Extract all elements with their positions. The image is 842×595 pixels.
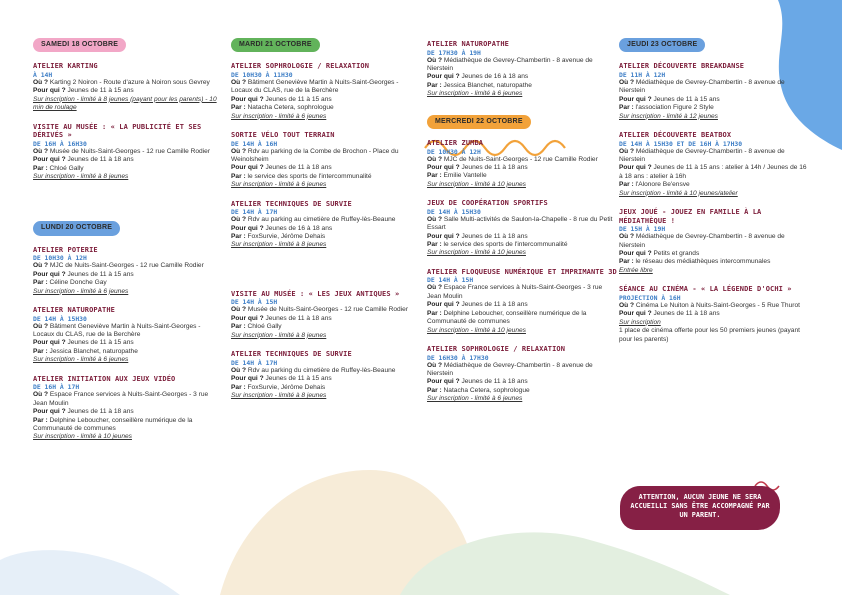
detail-key: Pour qui ? bbox=[33, 87, 66, 95]
event-detail-line bbox=[231, 104, 421, 112]
event-detail-line bbox=[427, 156, 617, 164]
event-detail-line bbox=[33, 156, 223, 164]
detail-value: 1 place de cinéma offerte pour les 50 premiers jeunes (payant pour les parents) bbox=[619, 327, 800, 343]
detail-key: Pour qui ? bbox=[427, 232, 460, 240]
detail-value: Rdv au parking de la Combe de Brochon - Place du Weinolsheim bbox=[231, 147, 399, 164]
detail-value: Médiathèque de Gevrey-Chambertin - 8 avenue de Nierstein bbox=[619, 147, 785, 164]
event-title: ATELIER ZUMBA bbox=[427, 139, 484, 148]
detail-value: Jeunes de 11 à 15 ans bbox=[265, 95, 332, 103]
detail-value[interactable]: Sur inscription - limité à 12 jeunes bbox=[619, 112, 718, 120]
detail-key: Où ? bbox=[427, 155, 443, 163]
event-detail-line bbox=[231, 233, 421, 241]
detail-key: Par : bbox=[231, 383, 246, 391]
detail-value: Chloé Gally bbox=[49, 164, 84, 172]
detail-value[interactable]: Sur inscription - limité à 8 jeunes bbox=[231, 241, 327, 249]
event-title: JEUX JOUÉ - JOUEZ EN FAMILLE À LA MÉDIATHÈQUE ! bbox=[619, 208, 762, 225]
event-time: DE 11H À 12H bbox=[619, 71, 666, 79]
pale-blue-blob-shape bbox=[0, 550, 180, 595]
detail-value[interactable]: Sur inscription bbox=[619, 318, 661, 326]
detail-key: Pour qui ? bbox=[33, 156, 66, 164]
detail-value[interactable]: Sur inscription - limité à 8 jeunes bbox=[231, 331, 327, 339]
detail-value: FoxSurvie, Jérôme Dehais bbox=[247, 233, 326, 241]
registration-note bbox=[231, 392, 421, 400]
detail-key: Pour qui ? bbox=[231, 314, 264, 322]
event-detail-line bbox=[231, 306, 421, 314]
event-title: SORTIE VÉLO TOUT TERRAIN bbox=[231, 131, 335, 140]
detail-value: Natacha Cetera, sophrologue bbox=[443, 386, 530, 394]
event-detail-line bbox=[33, 279, 223, 287]
registration-note bbox=[427, 181, 617, 189]
event-block bbox=[427, 199, 617, 258]
event-detail-line bbox=[427, 301, 617, 309]
event-detail-line bbox=[619, 148, 809, 165]
event-detail-line bbox=[427, 387, 617, 395]
event-detail-line bbox=[33, 323, 223, 340]
detail-value: Petits et grands bbox=[653, 250, 700, 258]
detail-key: Pour qui ? bbox=[427, 378, 460, 386]
detail-value[interactable]: Sur inscription - limité à 6 jeunes bbox=[231, 181, 327, 189]
event-title: ATELIER INITIATION AUX JEUX VIDÉO bbox=[33, 374, 176, 383]
detail-key: Où ? bbox=[427, 215, 443, 223]
detail-value: Médiathèque de Gevrey-Chambertin - 8 avenue de Nierstein bbox=[619, 233, 785, 249]
detail-value[interactable]: Sur inscription - limité à 10 jeunes/atelier bbox=[619, 189, 738, 197]
event-time: DE 14H À 17H bbox=[231, 208, 278, 217]
registration-note bbox=[231, 332, 421, 340]
event-time: DE 14H À 16H bbox=[231, 139, 278, 148]
event-detail-line bbox=[231, 225, 421, 233]
detail-value[interactable]: Sur inscription - limité à 6 jeunes bbox=[427, 90, 523, 98]
detail-key: Où ? bbox=[619, 233, 635, 241]
detail-value: l'Alonore Be'ensve bbox=[635, 181, 690, 189]
detail-key: Où ? bbox=[619, 147, 635, 155]
event-group bbox=[231, 62, 421, 400]
event-block bbox=[619, 62, 809, 121]
event-group bbox=[427, 40, 617, 99]
event-detail-line bbox=[427, 164, 617, 172]
warning-banner: ATTENTION, AUCUN JEUNE NE SERA ACCUEILLI SANS ÊTRE ACCOMPAGNÉ PAR UN PARENT. bbox=[620, 486, 780, 530]
column-1 bbox=[33, 38, 223, 442]
event-block bbox=[231, 62, 421, 121]
detail-value: Jeunes de 11 à 18 ans bbox=[653, 310, 720, 318]
event-detail-line bbox=[231, 148, 421, 165]
detail-value: l'association Figure 2 Style bbox=[635, 104, 714, 112]
detail-key: Pour qui ? bbox=[231, 375, 264, 383]
event-title: ATELIER DÉCOUVERTE BREAKDANSE bbox=[619, 62, 745, 71]
detail-key: Pour qui ? bbox=[33, 339, 66, 347]
event-time: DE 14H À 15H bbox=[427, 276, 474, 285]
event-detail-line bbox=[33, 262, 223, 270]
event-block bbox=[33, 246, 223, 296]
event-detail-line bbox=[231, 384, 421, 392]
registration-note bbox=[619, 190, 809, 198]
detail-key: Où ? bbox=[33, 262, 49, 270]
event-block bbox=[231, 131, 421, 190]
detail-key: Par : bbox=[427, 81, 442, 89]
event-detail-line bbox=[427, 233, 617, 241]
event-detail-line bbox=[33, 339, 223, 347]
event-title: ATELIER NATUROPATHE bbox=[427, 40, 509, 48]
detail-key: Pour qui ? bbox=[33, 408, 66, 416]
registration-note bbox=[33, 433, 223, 441]
event-detail-line bbox=[427, 378, 617, 386]
day-header-wednesday: MERCREDI 22 OCTOBRE bbox=[427, 115, 531, 129]
detail-key: Par : bbox=[619, 181, 634, 189]
detail-value: Musée de Nuits-Saint-Georges - 12 rue Camille Rodier bbox=[49, 147, 211, 155]
event-detail-line bbox=[231, 79, 421, 96]
event-detail-line bbox=[33, 165, 223, 173]
event-detail-line bbox=[619, 96, 809, 104]
registration-note bbox=[427, 327, 617, 335]
event-detail-line bbox=[619, 250, 809, 258]
detail-key: Pour qui ? bbox=[427, 301, 460, 309]
detail-key: Pour qui ? bbox=[427, 164, 460, 172]
detail-key: Par : bbox=[33, 279, 48, 287]
event-block bbox=[33, 123, 223, 182]
event-detail-line bbox=[231, 367, 421, 375]
event-detail-line bbox=[231, 173, 421, 181]
event-detail-line bbox=[619, 327, 809, 344]
event-title: ATELIER POTERIE bbox=[33, 245, 98, 254]
detail-key: Pour qui ? bbox=[619, 95, 652, 103]
detail-key: Où ? bbox=[33, 391, 49, 399]
event-block bbox=[619, 208, 809, 275]
registration-note bbox=[427, 249, 617, 257]
detail-value: Jeunes de 16 à 18 ans bbox=[461, 73, 529, 81]
detail-value: Médiathèque de Gevrey-Chambertin - 8 avenue de Nierstein bbox=[619, 79, 785, 95]
detail-key: Par : bbox=[427, 386, 442, 394]
event-block bbox=[427, 345, 617, 404]
event-detail-line bbox=[427, 310, 617, 327]
event-detail-line bbox=[231, 315, 421, 323]
event-time: PROJECTION À 16H bbox=[619, 293, 681, 302]
detail-value: Jeunes de 11 à 15 ans bbox=[653, 95, 720, 103]
detail-value[interactable]: Sur inscription - limité à 6 jeunes bbox=[427, 395, 523, 403]
event-time: DE 10H30 À 12H bbox=[33, 254, 87, 263]
event-time: DE 14H À 17H bbox=[231, 358, 278, 367]
detail-value: Delphine Leboucher, conseillère numérique de la Communauté de communes bbox=[33, 416, 193, 432]
detail-key: Par : bbox=[427, 241, 442, 249]
detail-key: Où ? bbox=[33, 79, 49, 86]
detail-key: Pour qui ? bbox=[619, 310, 652, 318]
detail-value[interactable]: Sur inscription - limité à 10 jeunes bbox=[427, 249, 526, 257]
detail-value[interactable]: Sur inscription - limité à 8 jeunes (payant pour les parents) - 10 min de roulage bbox=[33, 95, 217, 112]
event-detail-line bbox=[619, 233, 809, 250]
column-2 bbox=[231, 38, 421, 400]
detail-key: Où ? bbox=[231, 79, 247, 86]
detail-value: Jeunes de 11 à 18 ans bbox=[67, 408, 134, 416]
detail-key: Où ? bbox=[427, 361, 443, 369]
detail-key: Par : bbox=[33, 164, 48, 172]
registration-note bbox=[427, 395, 617, 403]
day-header-saturday: SAMEDI 18 OCTOBRE bbox=[33, 38, 126, 52]
detail-key: Pour qui ? bbox=[33, 270, 66, 278]
event-detail-line bbox=[33, 87, 223, 95]
detail-value: Médiathèque de Gevrey-Chambertin - 8 avenue de Nierstein bbox=[427, 361, 593, 377]
event-title: ATELIER SOPHROLOGIE / RELAXATION bbox=[231, 62, 370, 71]
event-detail-line bbox=[619, 104, 809, 112]
detail-value: Espace France services à Nuits-Saint-Georges - 3 rue Jean Moulin bbox=[33, 391, 209, 407]
detail-value[interactable]: Sur inscription - limité à 10 jeunes bbox=[427, 180, 526, 188]
detail-value: MJC de Nuits-Saint-Georges - 12 rue Camille Rodier bbox=[49, 262, 204, 270]
event-time: À 14H bbox=[33, 71, 53, 79]
event-block bbox=[231, 290, 421, 340]
event-time: DE 14H À 15H30 bbox=[33, 314, 87, 323]
event-time: DE 17H30 À 19H bbox=[427, 48, 481, 57]
detail-value: Jeunes de 11 à 18 ans bbox=[461, 232, 528, 240]
event-title: VISITE AU MUSÉE : « LES JEUX ANTIQUES » bbox=[231, 289, 400, 298]
event-time: DE 16H À 16H30 bbox=[33, 139, 87, 148]
detail-value[interactable]: Entrée libre bbox=[619, 266, 653, 274]
registration-note bbox=[619, 319, 809, 327]
detail-key: Par : bbox=[231, 104, 246, 112]
detail-value: Jeunes de 11 à 18 ans bbox=[265, 314, 332, 322]
registration-note bbox=[231, 241, 421, 249]
registration-note bbox=[619, 267, 809, 275]
event-block bbox=[619, 285, 809, 344]
detail-key: Où ? bbox=[231, 216, 247, 224]
detail-value: Rdv au parking du cimetière de Ruffey-lès-Beaune bbox=[247, 366, 396, 374]
detail-value: Jeunes de 11 à 18 ans bbox=[461, 301, 528, 309]
event-block bbox=[33, 62, 223, 112]
event-title: ATELIER KARTING bbox=[33, 62, 98, 71]
detail-key: Par : bbox=[427, 172, 442, 180]
detail-value[interactable]: Sur inscription - limité à 10 jeunes bbox=[33, 433, 132, 441]
event-detail-line bbox=[427, 172, 617, 180]
registration-note bbox=[427, 90, 617, 98]
event-detail-line bbox=[231, 216, 421, 224]
detail-value: Jeunes de 11 à 18 ans bbox=[461, 378, 528, 386]
registration-note bbox=[33, 356, 223, 364]
event-detail-line bbox=[619, 164, 809, 181]
event-title: VISITE AU MUSÉE : « LA PUBLICITÉ ET SES DÉRIVÉS » bbox=[33, 122, 202, 140]
event-time: DE 16H30 À 17H30 bbox=[427, 353, 489, 362]
event-time: DE 10H30 À 12H bbox=[427, 147, 481, 156]
detail-value[interactable]: Sur inscription - limité à 10 jeunes bbox=[427, 326, 526, 334]
detail-key: Par : bbox=[231, 323, 246, 331]
day-header-tuesday: MARDI 21 OCTOBRE bbox=[231, 38, 320, 52]
day-header-monday: LUNDI 20 OCTOBRE bbox=[33, 221, 120, 235]
event-block bbox=[33, 306, 223, 365]
detail-value[interactable]: Sur inscription - limité à 8 jeunes bbox=[231, 391, 327, 399]
detail-value: Espace France services à Nuits-Saint-Georges - 3 rue Jean Moulin bbox=[427, 284, 603, 300]
detail-key: Par : bbox=[619, 258, 634, 266]
event-title: JEUX DE COOPÉRATION SPORTIFS bbox=[427, 199, 548, 208]
detail-value: Delphine Leboucher, conseillère numérique de la Communauté de communes bbox=[427, 309, 587, 326]
detail-key: Par : bbox=[619, 104, 634, 112]
event-detail-line bbox=[427, 73, 617, 81]
detail-key: Pour qui ? bbox=[231, 95, 264, 103]
event-detail-line bbox=[619, 258, 809, 266]
event-time: DE 16H À 17H bbox=[33, 383, 80, 392]
detail-key: Par : bbox=[33, 347, 48, 355]
detail-key: Où ? bbox=[33, 322, 49, 330]
detail-value: MJC de Nuits-Saint-Georges - 12 rue Camille Rodier bbox=[443, 155, 598, 163]
event-detail-line bbox=[427, 241, 617, 249]
day-header-thursday: JEUDI 23 OCTOBRE bbox=[619, 38, 705, 52]
detail-value: Natacha Cetera, sophrologue bbox=[247, 104, 334, 112]
detail-value: Salle Multi-activités de Saulon-la-Chapelle - 8 rue du Petit Essart bbox=[427, 215, 613, 232]
event-block bbox=[427, 268, 617, 335]
detail-key: Où ? bbox=[231, 306, 247, 314]
detail-value: le réseau des médiathèques intercommunales bbox=[635, 258, 771, 266]
detail-value: Jeunes de 11 à 15 ans : atelier à 14h / Jeunes de 16 à 18 ans : atelier à 16h bbox=[619, 164, 807, 180]
detail-value[interactable]: Sur inscription - limité à 6 jeunes bbox=[33, 287, 129, 295]
event-title: ATELIER DÉCOUVERTE BEATBOX bbox=[619, 131, 732, 140]
detail-value: Céline Donche Gay bbox=[49, 279, 107, 287]
event-detail-line bbox=[427, 284, 617, 301]
event-title: ATELIER SOPHROLOGIE / RELAXATION bbox=[427, 344, 566, 353]
detail-key: Où ? bbox=[427, 56, 443, 64]
event-block bbox=[33, 375, 223, 442]
detail-value: Jessica Blanchet, naturopathe bbox=[443, 81, 532, 89]
event-detail-line bbox=[427, 362, 617, 379]
detail-value: Jeunes de 11 à 18 ans bbox=[67, 156, 134, 164]
event-detail-line bbox=[231, 375, 421, 383]
detail-value: le service des sports de l'intercommunalité bbox=[247, 172, 372, 180]
event-detail-line bbox=[619, 302, 809, 310]
event-group bbox=[33, 246, 223, 442]
detail-value[interactable]: Sur inscription - limité à 6 jeunes bbox=[231, 112, 327, 120]
event-title: SÉANCE AU CINÉMA - « LA LÉGENDE D'OCHI » bbox=[619, 285, 792, 294]
event-group bbox=[33, 62, 223, 181]
registration-note bbox=[33, 288, 223, 296]
detail-value: Jeunes de 11 à 15 ans bbox=[67, 270, 134, 278]
detail-value: Médiathèque de Gevrey-Chambertin - 8 avenue de Nierstein bbox=[427, 56, 593, 72]
event-detail-line bbox=[619, 79, 809, 96]
detail-key: Par : bbox=[231, 233, 246, 241]
event-detail-line bbox=[427, 216, 617, 233]
column-4 bbox=[619, 38, 809, 344]
detail-value: Jeunes de 11 à 15 ans bbox=[67, 87, 134, 95]
event-detail-line bbox=[33, 79, 223, 87]
event-detail-line bbox=[231, 164, 421, 172]
event-title: ATELIER NATUROPATHE bbox=[33, 306, 115, 315]
detail-key: Par : bbox=[231, 172, 246, 180]
registration-note bbox=[231, 181, 421, 189]
event-detail-line bbox=[427, 82, 617, 90]
detail-key: Pour qui ? bbox=[231, 164, 264, 172]
event-detail-line bbox=[619, 181, 809, 189]
detail-value: Jeunes de 16 à 18 ans bbox=[265, 224, 333, 232]
event-time: DE 14H À 15H30 bbox=[427, 207, 481, 216]
detail-value: Karting 2 Noiron - Route d'azure à Noiron sous Gevrey bbox=[49, 79, 210, 86]
event-time: DE 10H30 À 11H30 bbox=[231, 71, 293, 79]
detail-key: Où ? bbox=[33, 147, 49, 155]
event-time: DE 15H À 19H bbox=[619, 225, 666, 234]
event-detail-line bbox=[33, 348, 223, 356]
detail-value: Bâtiment Geneviève Martin à Nuits-Saint-Georges - Locaux du CLAS, rue de la Berchère bbox=[231, 79, 399, 95]
column-3 bbox=[427, 30, 617, 404]
detail-value: FoxSurvie, Jérôme Dehais bbox=[247, 383, 326, 391]
event-title: ATELIER TECHNIQUES DE SURVIE bbox=[231, 350, 352, 359]
detail-value: Jeunes de 11 à 15 ans bbox=[67, 339, 134, 347]
event-detail-line bbox=[619, 310, 809, 318]
detail-key: Où ? bbox=[619, 79, 635, 86]
detail-value: Jeunes de 11 à 15 ans bbox=[265, 375, 332, 383]
event-block bbox=[231, 200, 421, 250]
event-block bbox=[427, 139, 617, 189]
event-detail-line bbox=[33, 148, 223, 156]
detail-key: Où ? bbox=[619, 301, 635, 309]
detail-key: Pour qui ? bbox=[619, 164, 652, 172]
detail-value: Cinéma Le Nuiton à Nuits-Saint-Georges - 5 Rue Thurot bbox=[635, 301, 800, 309]
detail-key: Par : bbox=[33, 416, 48, 424]
event-detail-line bbox=[427, 57, 617, 74]
event-time: DE 14H À 15H bbox=[231, 298, 278, 307]
detail-value: Jeunes de 11 à 18 ans bbox=[461, 164, 528, 172]
detail-value[interactable]: Sur inscription - limité à 8 jeunes bbox=[33, 173, 129, 181]
event-detail-line bbox=[33, 391, 223, 408]
event-detail-line bbox=[231, 96, 421, 104]
event-detail-line bbox=[33, 271, 223, 279]
detail-value: le service des sports de l'intercommunalité bbox=[443, 241, 568, 249]
detail-key: Où ? bbox=[231, 366, 247, 374]
detail-key: Pour qui ? bbox=[231, 224, 264, 232]
event-group bbox=[619, 62, 809, 344]
event-detail-line bbox=[231, 323, 421, 331]
event-title: ATELIER FLOQUEUSE NUMÉRIQUE ET IMPRIMANTE 3D bbox=[427, 267, 617, 276]
event-time: DE 14H À 15H30 ET DE 16H À 17H30 bbox=[619, 139, 743, 148]
event-detail-line bbox=[33, 408, 223, 416]
detail-value: Jeunes de 11 à 18 ans bbox=[265, 164, 332, 172]
detail-key: Où ? bbox=[427, 284, 443, 292]
event-block bbox=[231, 350, 421, 400]
detail-value: Rdv au parking au cimetière de Ruffey-lès-Beaune bbox=[247, 216, 396, 224]
detail-key: Pour qui ? bbox=[427, 73, 460, 81]
detail-value[interactable]: Sur inscription - limité à 6 jeunes bbox=[33, 356, 129, 364]
event-detail-line bbox=[33, 417, 223, 434]
registration-note bbox=[619, 113, 809, 121]
registration-note bbox=[231, 113, 421, 121]
detail-value: Jessica Blanchet, naturopathe bbox=[49, 347, 138, 355]
registration-note bbox=[33, 173, 223, 181]
event-title: ATELIER TECHNIQUES DE SURVIE bbox=[231, 199, 352, 208]
detail-key: Où ? bbox=[231, 147, 247, 155]
detail-value: Chloé Gally bbox=[247, 323, 282, 331]
detail-key: Par : bbox=[427, 309, 442, 317]
event-group bbox=[427, 139, 617, 404]
detail-value: Emilie Vantelle bbox=[443, 172, 487, 180]
detail-key: Pour qui ? bbox=[619, 250, 652, 258]
event-block bbox=[427, 40, 617, 99]
detail-value: Bâtiment Geneviève Martin à Nuits-Saint-Georges - Locaux du CLAS, rue de la Berchère bbox=[33, 322, 201, 339]
detail-value: Musée de Nuits-Saint-Georges - 12 rue Camille Rodier bbox=[247, 306, 409, 314]
event-block bbox=[619, 131, 809, 198]
registration-note bbox=[33, 96, 223, 113]
